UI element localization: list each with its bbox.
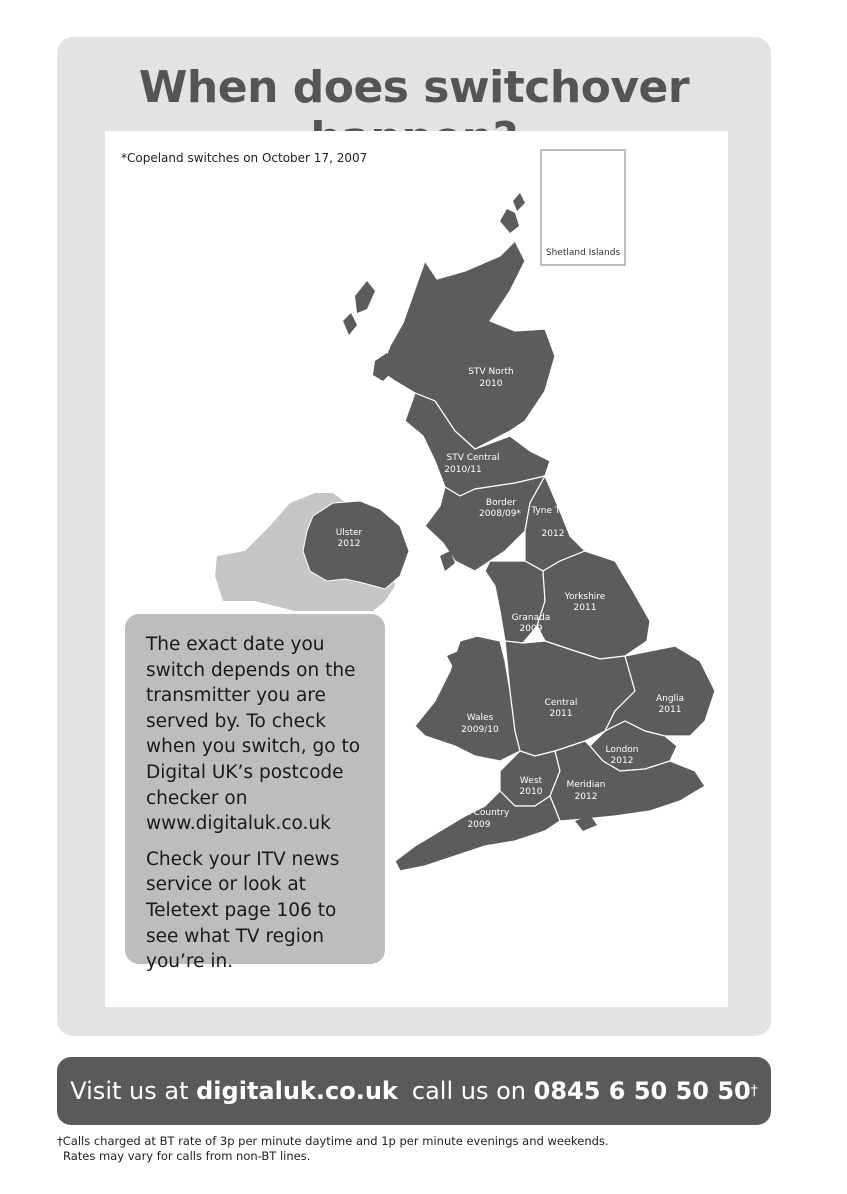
region-label-ulster: Ulster — [335, 528, 363, 538]
region-year-west-country: 2009 — [467, 820, 491, 830]
region-label-yorkshire: Yorkshire — [564, 592, 606, 602]
page-title: When does switchover — [138, 62, 690, 113]
banner-dagger: † — [750, 1083, 758, 1099]
banner-call-prefix: call us on — [411, 1077, 526, 1105]
region-year-central: 2011 — [549, 709, 573, 719]
region-label-border: Border — [485, 498, 517, 508]
region-label-wales: Wales — [466, 713, 494, 723]
region-year-meridian: 2012 — [574, 792, 598, 802]
region-year-border: 2008/09* — [479, 509, 521, 519]
region-shape-wales — [415, 636, 520, 761]
region-label-west: West — [519, 776, 543, 786]
region-label-stv-north: STV North — [468, 367, 514, 377]
info-box — [125, 614, 385, 973]
banner-visit-prefix: Visit us at — [70, 1077, 189, 1105]
contact-banner — [57, 1057, 771, 1125]
region-year-anglia: 2011 — [658, 705, 682, 715]
region-label-anglia: Anglia — [655, 694, 685, 704]
region-label-tyne-tees-a: Tyne Tees — [531, 506, 575, 516]
info-paragraph-1: The exact date you switch depends on the transmitter you are served by. To check when you switch, go to Digital UK’s postcode checker on www.digitaluk.co.uk — [146, 634, 361, 835]
region-year-wales: 2009/10 — [461, 725, 499, 735]
region-year-west: 2010 — [519, 787, 543, 797]
region-year-london: 2012 — [610, 756, 634, 766]
banner-phone: 0845 6 50 50 50 — [533, 1077, 751, 1105]
info-paragraph-2: Check your ITV news service or look at Teletext page 106 to see what TV region you’re in. — [146, 848, 340, 973]
region-label-london: London — [605, 745, 639, 755]
region-label-stv-central: STV Central — [446, 453, 500, 463]
region-year-ulster: 2012 — [337, 539, 361, 549]
region-label-west-country: West Country — [448, 808, 510, 818]
region-label-central: Central — [544, 698, 578, 708]
footnote-line-1: †Calls charged at BT rate of 3p per minute daytime and 1p per minute evenings and weekends. — [57, 1134, 609, 1148]
region-year-granada: 2009 — [519, 624, 543, 634]
region-label-granada: Granada — [511, 613, 551, 623]
region-year-stv-central: 2010/11 — [444, 465, 482, 475]
shetland-label: Shetland Islands — [545, 248, 621, 258]
region-year-yorkshire: 2011 — [573, 603, 597, 613]
shetland-inset — [540, 149, 626, 266]
map-note: *Copeland switches on October 17, 2007 — [121, 151, 368, 165]
footnote-line-2: Rates may vary for calls from non-BT lines. — [63, 1149, 311, 1163]
region-year-stv-north: 2010 — [479, 379, 503, 389]
banner-site-link[interactable]: digitaluk.co.uk — [196, 1077, 398, 1105]
region-label-meridian: Meridian — [566, 780, 606, 790]
region-year-tyne-tees: 2012 — [541, 529, 565, 539]
footnote — [57, 1134, 609, 1164]
